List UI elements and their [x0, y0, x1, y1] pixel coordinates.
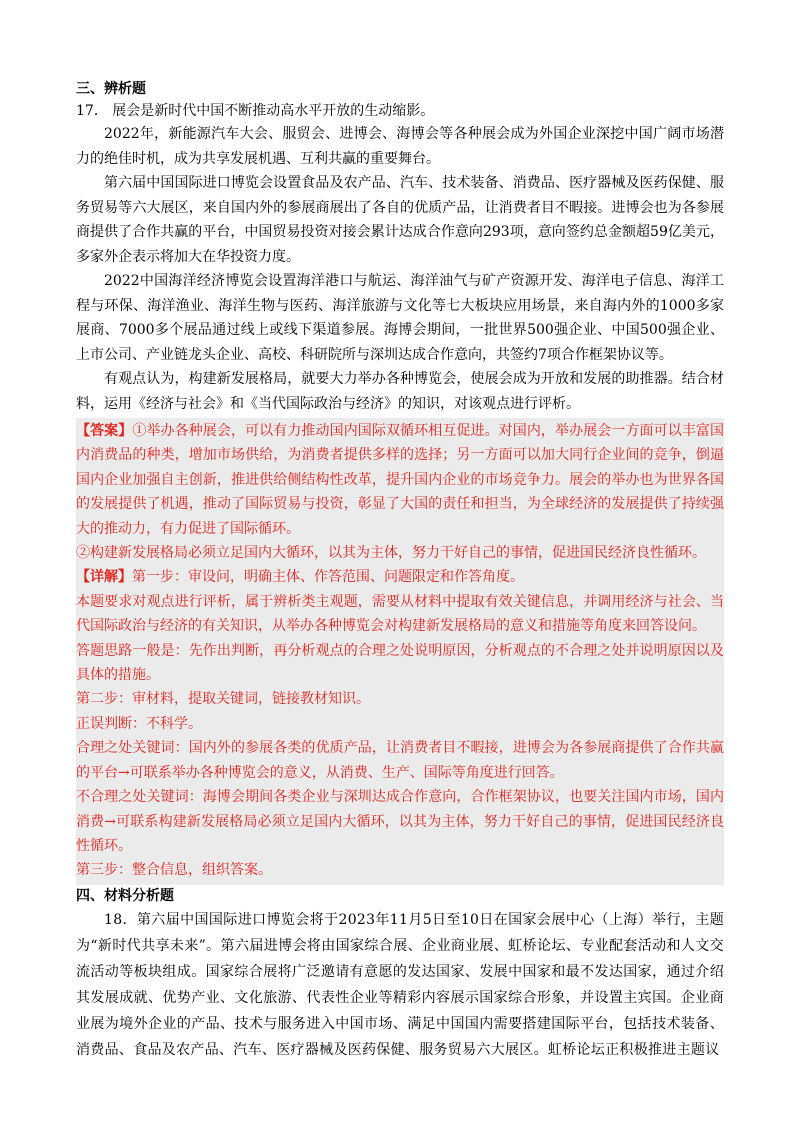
answer-paragraph-1 [76, 419, 724, 541]
detail-paragraph-2: 答题思路一般是：先作出判断，再分析观点的合理之处说明原因，分析观点的不合理之处并说明原因以及具体的措施。 [76, 642, 724, 684]
detail-step-1: 第一步：审设问，明确主体、作答范围、问题限定和作答角度。 [132, 569, 524, 586]
material-paragraph-3: 2022中国海洋经济博览会设置海洋港口与航运、海洋油气与矿产资源开发、海洋电子信息、海洋工程与环保、海洋渔业、海洋生物与医药、海洋旅游与文化等七大板块应用场景，来自海内外的1000多家展商、7000多个展品通过线上或线下渠道参展。海博会期间，一批世界500强企业、中国500强企业、上市公司、产业链龙头企业、高校、科研院所与深圳达成合作意向，共签约7项合作框架协议等。 [76, 273, 724, 363]
material-paragraph-1: 2022年，新能源汽车大会、服贸会、进博会、海博会等各种展会成为外国企业深挖中国广阔市场潜力的绝佳时机，成为共享发展机遇、互利共赢的重要舞台。 [76, 126, 724, 167]
detail-reasonable-keywords: 合理之处关键词：国内外的参展各类的优质产品，让消费者目不暇接，进博会为各参展商提供了合作共赢的平台→可联系举办各种博览会的意义，从消费、生产、国际等角度进行回答。 [76, 740, 724, 781]
detail-unreasonable-keywords: 不合理之处关键词：海博会期间各类企业与深圳达成合作意向，合作框架协议，也要关注国内市场，国内消费→可联系构建新发展格局必须立足国内大循环，以其为主体，努力干好自己的事情，促进国民经济良性循环。 [76, 789, 724, 854]
detail-step-1-line [76, 565, 724, 589]
section-heading-analysis: 三、辨析题 [76, 81, 146, 97]
detail-label: 【详解】 [76, 569, 132, 586]
detail-paragraph-1: 本题要求对观点进行评析，属于辨析类主观题，需要从材料中提取有效关键信息，并调用经济与社会、当代国际政治与经济的有关知识，从举办各种博览会对构建新发展格局的意义和措施等角度来回答设问。 [76, 593, 724, 635]
question-18-text: 18．第六届中国国际进口博览会将于2023年11月5日至10日在国家会展中心（上海）举行，主题为“新时代共享未来”。第六届进博会将由国家综合展、企业商业展、虹桥论坛、专业配套活动和人文交流活动等板块组成。国家综合展将广泛邀请有意愿的发达国家、发展中国家和最不发达国家，通过介绍其发展成就、优势产业、文化旅游、代表性企业等精彩内容展示国家综合形象，并设置主宾国。企业商业展为境外企业的产品、技术与服务进入中国市场、满足中国国内需要搭建国际平台，包括技术装备、消费品、食品及农产品、汽车、医疗器械及医药保健、服务贸易六大展区。虹桥论坛正积极推进主题议 [76, 911, 724, 1058]
answer-point-2: ②构建新发展格局必须立足国内大循环，以其为主体，努力干好自己的事情，促进国民经济良性循环。 [76, 545, 706, 562]
section-heading-material-analysis: 四、材料分析题 [76, 887, 174, 904]
material-paragraph-2: 第六届中国国际进口博览会设置食品及农产品、汽车、技术装备、消费品、医疗器械及医药保健、服务贸易等六大展区，来自国内外的参展商展出了各自的优质产品，让消费者目不暇接。进博会也为各参展商提供了合作共赢的平台，中国贸易投资对接会累计达成合作意向293项，意向签约总金额超59亿美元，多家外企表示将加大在华投资力度。 [76, 175, 724, 265]
document-content [76, 78, 724, 1063]
detail-step-2: 第二步：审材料，提取关键词，链接教材知识。 [76, 691, 370, 708]
question-17-title: 17． 展会是新时代中国不断推动高水平开放的生动缩影。 [76, 103, 435, 119]
answer-block [76, 418, 724, 885]
answer-label: 【答案】 [76, 423, 133, 439]
question-prompt: 有观点认为，构建新发展格局，就要大力举办各种博览会，使展会成为开放和发展的助推器。结合材料，运用《经济与社会》和《当代国际政治与经济》的知识，对该观点进行评析。 [76, 371, 724, 412]
detail-judgment: 正误判断：不科学。 [76, 715, 202, 732]
answer-point-1: ①举办各种展会，可以有力推动国内国际双循环相互促进。对国内，举办展会一方面可以丰富国内消费品的种类，增加市场供给，为消费者提供多样的选择；另一方面可以加大同行企业间的竞争，倒逼国内企业加强自主创新，推进供给侧结构性改革，提升国内企业的市场竞争力。展会的举办也为世界各国的发展提供了机遇，推动了国际贸易与投资，彰显了大国的责任和担当，为全球经济的发展提供了持续强大的推动力，有力促进了国际循环。 [76, 423, 725, 537]
detail-step-3: 第三步：整合信息，组织答案。 [76, 862, 272, 879]
